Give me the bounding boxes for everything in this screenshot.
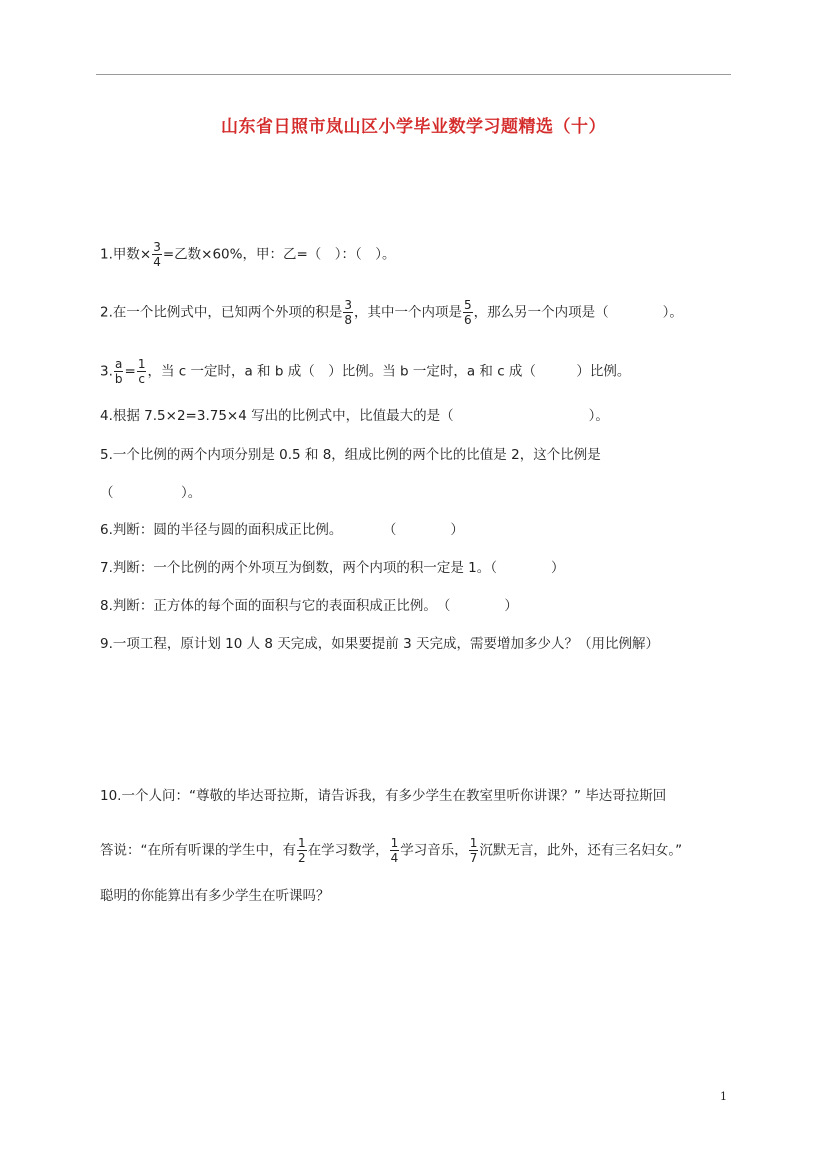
fraction: $\frac{1}{7}$: [469, 836, 478, 865]
question-9: 9.一项工程，原计划 10 人 8 天完成，如果要提前 3 天完成，需要增加多少人？（用比例解）: [100, 636, 659, 652]
question-10: 10.一个人问：“尊敬的毕达哥拉斯，请告诉我，有多少学生在教室里听你讲课？” 毕达哥拉斯回: [100, 788, 667, 804]
question-1: 1.甲数× $\frac{3}{4}$ =乙数×60%，甲：乙=（ ）：（ ）。: [100, 240, 396, 269]
question-5: 5.一个比例的两个内项分别是 0.5 和 8，组成比例的两个比的比值是 2，这个比例是: [100, 447, 601, 463]
fraction: $\frac{3}{4}$: [153, 240, 161, 269]
fraction: $\frac{1}{c}$: [137, 357, 146, 386]
question-8: 8.判断：正方体的每个面的面积与它的表面积成正比例。 （ ）: [100, 598, 518, 614]
fraction: $\frac{1}{2}$: [298, 836, 306, 865]
fraction: $\frac{a}{b}$: [114, 357, 123, 386]
question-7: 7.判断：一个比例的两个外项互为倒数，两个内项的积一定是 1。（ ）: [100, 560, 565, 576]
question-3: 3. $\frac{a}{b}$ = $\frac{1}{c}$ ，当 c 一定时，a 和 b 成（ ）比例。当 b 一定时，a 和 c 成（ ）比例。: [100, 357, 631, 386]
question-5-answer: （ ）。: [100, 485, 202, 501]
page-title: 山东省日照市岚山区小学毕业数学习题精选（十）: [221, 117, 606, 137]
question-10-line-2: 答说：“在所有听课的学生中，有 $\frac{1}{2}$ 在学习数学， $\frac{1}{4}$ 学习音乐， $\frac{1}{7}$ 沉默无言，此外，还有三名妇女。”: [100, 836, 683, 865]
fraction: $\frac{5}{6}$: [464, 298, 472, 327]
question-4: 4.根据 7.5×2=3.75×4 写出的比例式中，比值最大的是（ ）。: [100, 408, 609, 424]
page-number: 1: [720, 1090, 727, 1103]
question-10-line-3: 聪明的你能算出有多少学生在听课吗？: [100, 888, 330, 904]
question-6: 6.判断：圆的半径与圆的面积成正比例。 （ ）: [100, 522, 464, 538]
fraction: $\frac{1}{4}$: [390, 836, 399, 865]
question-2: 2.在一个比例式中，已知两个外项的积是 $\frac{3}{8}$ ，其中一个内项是 $\frac{5}{6}$ ，那么另一个内项是（ ）。: [100, 298, 683, 327]
header-rule: [96, 74, 731, 75]
fraction: $\frac{3}{8}$: [344, 298, 353, 327]
